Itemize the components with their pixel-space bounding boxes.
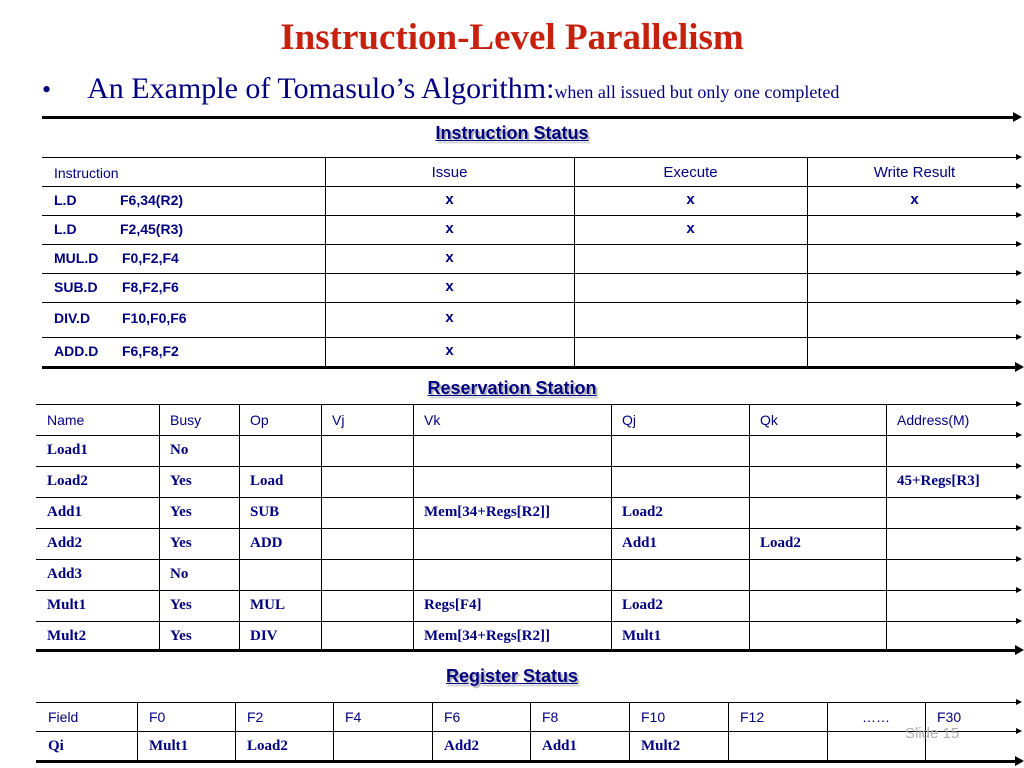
rs-cell: Yes	[170, 597, 192, 613]
rs-cell: 45+Regs[R3]	[897, 473, 980, 489]
reg-rule	[36, 702, 1018, 703]
instr-rule	[42, 157, 1018, 158]
reg-header-cell: Field	[48, 709, 79, 725]
instr-args-cell: F8,F2,F6	[122, 279, 179, 295]
rs-rule	[36, 466, 1018, 467]
rs-cell: Mult2	[47, 628, 87, 644]
instr-rule	[42, 244, 1018, 245]
rs-rule	[36, 435, 1018, 436]
rs-cell: SUB	[250, 504, 280, 520]
reg-qi-cell: Mult2	[641, 738, 681, 754]
instr-rule	[42, 273, 1018, 274]
rs-cell: Add3	[47, 566, 83, 582]
bullet-glyph: •	[42, 75, 52, 104]
instr-args-cell: F0,F2,F4	[122, 250, 179, 266]
reg-header-cell: F0	[149, 709, 166, 725]
rs-cell: Yes	[170, 535, 192, 551]
issue-cell: x	[445, 220, 454, 237]
issue-cell: x	[445, 342, 454, 359]
instr-col-divider	[574, 157, 575, 367]
reg-qi-cell: Qi	[48, 738, 64, 754]
rs-cell: Mem[34+Regs[R2]]	[424, 504, 550, 520]
instr-rule	[42, 366, 1018, 369]
top-divider-rule	[42, 116, 1016, 119]
rs-cell: MUL	[250, 597, 285, 613]
slide-subtitle	[42, 72, 839, 106]
rs-header-cell: Name	[47, 412, 85, 428]
reservation-station-heading: Reservation Station	[427, 378, 597, 398]
instr-header-cell: Execute	[663, 164, 718, 181]
instr-rule	[42, 302, 1018, 303]
instr-rule	[42, 215, 1018, 216]
rs-cell: Mult1	[47, 597, 87, 613]
slide-number: Slide 15	[905, 725, 960, 742]
instr-op-cell: MUL.D	[54, 250, 99, 266]
rs-rule	[36, 649, 1018, 652]
write-result-cell: x	[910, 191, 919, 208]
reg-header-cell: F30	[937, 709, 962, 725]
reg-header-cell: F10	[641, 709, 666, 725]
execute-cell: x	[686, 220, 695, 237]
issue-cell: x	[445, 309, 454, 326]
issue-cell: x	[445, 278, 454, 295]
reg-header-cell: F4	[345, 709, 362, 725]
rs-cell: Load1	[47, 442, 88, 458]
rs-cell: DIV	[250, 628, 278, 644]
rs-header-cell: Op	[250, 412, 269, 428]
subtitle-main-text: An Example of Tomasulo’s Algorithm:	[87, 72, 555, 105]
rs-cell: Load2	[622, 597, 663, 613]
rs-cell: Add2	[47, 535, 83, 551]
rs-rule	[36, 497, 1018, 498]
instr-args-cell: F6,F8,F2	[122, 343, 179, 359]
instruction-status-heading: Instruction Status	[435, 123, 589, 143]
rs-header-cell: Vk	[424, 412, 441, 428]
rs-cell: Load2	[47, 473, 88, 489]
rs-rule	[36, 404, 1018, 405]
rs-cell: Yes	[170, 628, 192, 644]
rs-cell: No	[170, 566, 189, 582]
rs-cell: No	[170, 442, 189, 458]
instr-op-cell: L.D	[54, 192, 77, 208]
instr-args-cell: F10,F0,F6	[122, 310, 187, 326]
rs-col-divider	[886, 404, 887, 650]
instr-args-cell: F6,34(R2)	[120, 192, 184, 208]
instr-header-cell: Write Result	[873, 164, 956, 181]
subtitle-note-text: when all issued but only one completed	[554, 82, 840, 102]
register-status-heading: Register Status	[445, 666, 579, 686]
instr-op-cell: ADD.D	[54, 343, 99, 359]
execute-cell: x	[686, 191, 695, 208]
issue-cell: x	[445, 249, 454, 266]
reg-qi-cell: Add2	[444, 738, 480, 754]
rs-cell: ADD	[250, 535, 283, 551]
rs-header-cell: Address(M)	[897, 412, 970, 428]
instr-header-cell: Instruction	[54, 165, 119, 181]
instr-op-cell: DIV.D	[54, 310, 91, 326]
reg-qi-cell: Load2	[247, 738, 288, 754]
rs-cell: Add1	[622, 535, 658, 551]
issue-cell: x	[445, 191, 454, 208]
instr-op-cell: SUB.D	[54, 279, 98, 295]
slide-title: Instruction-Level Parallelism	[280, 17, 744, 58]
rs-header-cell: Vj	[332, 412, 345, 428]
instr-args-cell: F2,45(R3)	[120, 221, 184, 237]
rs-cell: Yes	[170, 504, 192, 520]
reg-header-cell: F6	[444, 709, 461, 725]
rs-cell: Load	[250, 473, 284, 489]
reg-rule	[36, 760, 1018, 763]
instr-op-cell: L.D	[54, 221, 77, 237]
instr-rule	[42, 186, 1018, 187]
rs-rule	[36, 559, 1018, 560]
rs-cell: Mem[34+Regs[R2]]	[424, 628, 550, 644]
reg-header-cell: ……	[862, 709, 890, 725]
rs-cell: Yes	[170, 473, 192, 489]
reg-rule	[36, 731, 1018, 732]
rs-header-cell: Qj	[622, 412, 636, 428]
instr-header-cell: Issue	[431, 164, 468, 181]
rs-rule	[36, 621, 1018, 622]
rs-rule	[36, 590, 1018, 591]
instr-col-divider	[807, 157, 808, 367]
rs-header-cell: Qk	[760, 412, 778, 428]
instr-rule	[42, 337, 1018, 338]
rs-rule	[36, 528, 1018, 529]
reg-header-cell: F2	[247, 709, 264, 725]
rs-header-cell: Busy	[170, 412, 202, 428]
rs-cell: Regs[F4]	[424, 597, 482, 613]
reg-qi-cell: Add1	[542, 738, 578, 754]
reg-header-cell: F12	[740, 709, 765, 725]
rs-col-divider	[611, 404, 612, 650]
rs-cell: Load2	[622, 504, 663, 520]
reg-header-cell: F8	[542, 709, 559, 725]
reg-qi-cell: Mult1	[149, 738, 189, 754]
rs-cell: Load2	[760, 535, 801, 551]
rs-cell: Mult1	[622, 628, 662, 644]
rs-cell: Add1	[47, 504, 83, 520]
